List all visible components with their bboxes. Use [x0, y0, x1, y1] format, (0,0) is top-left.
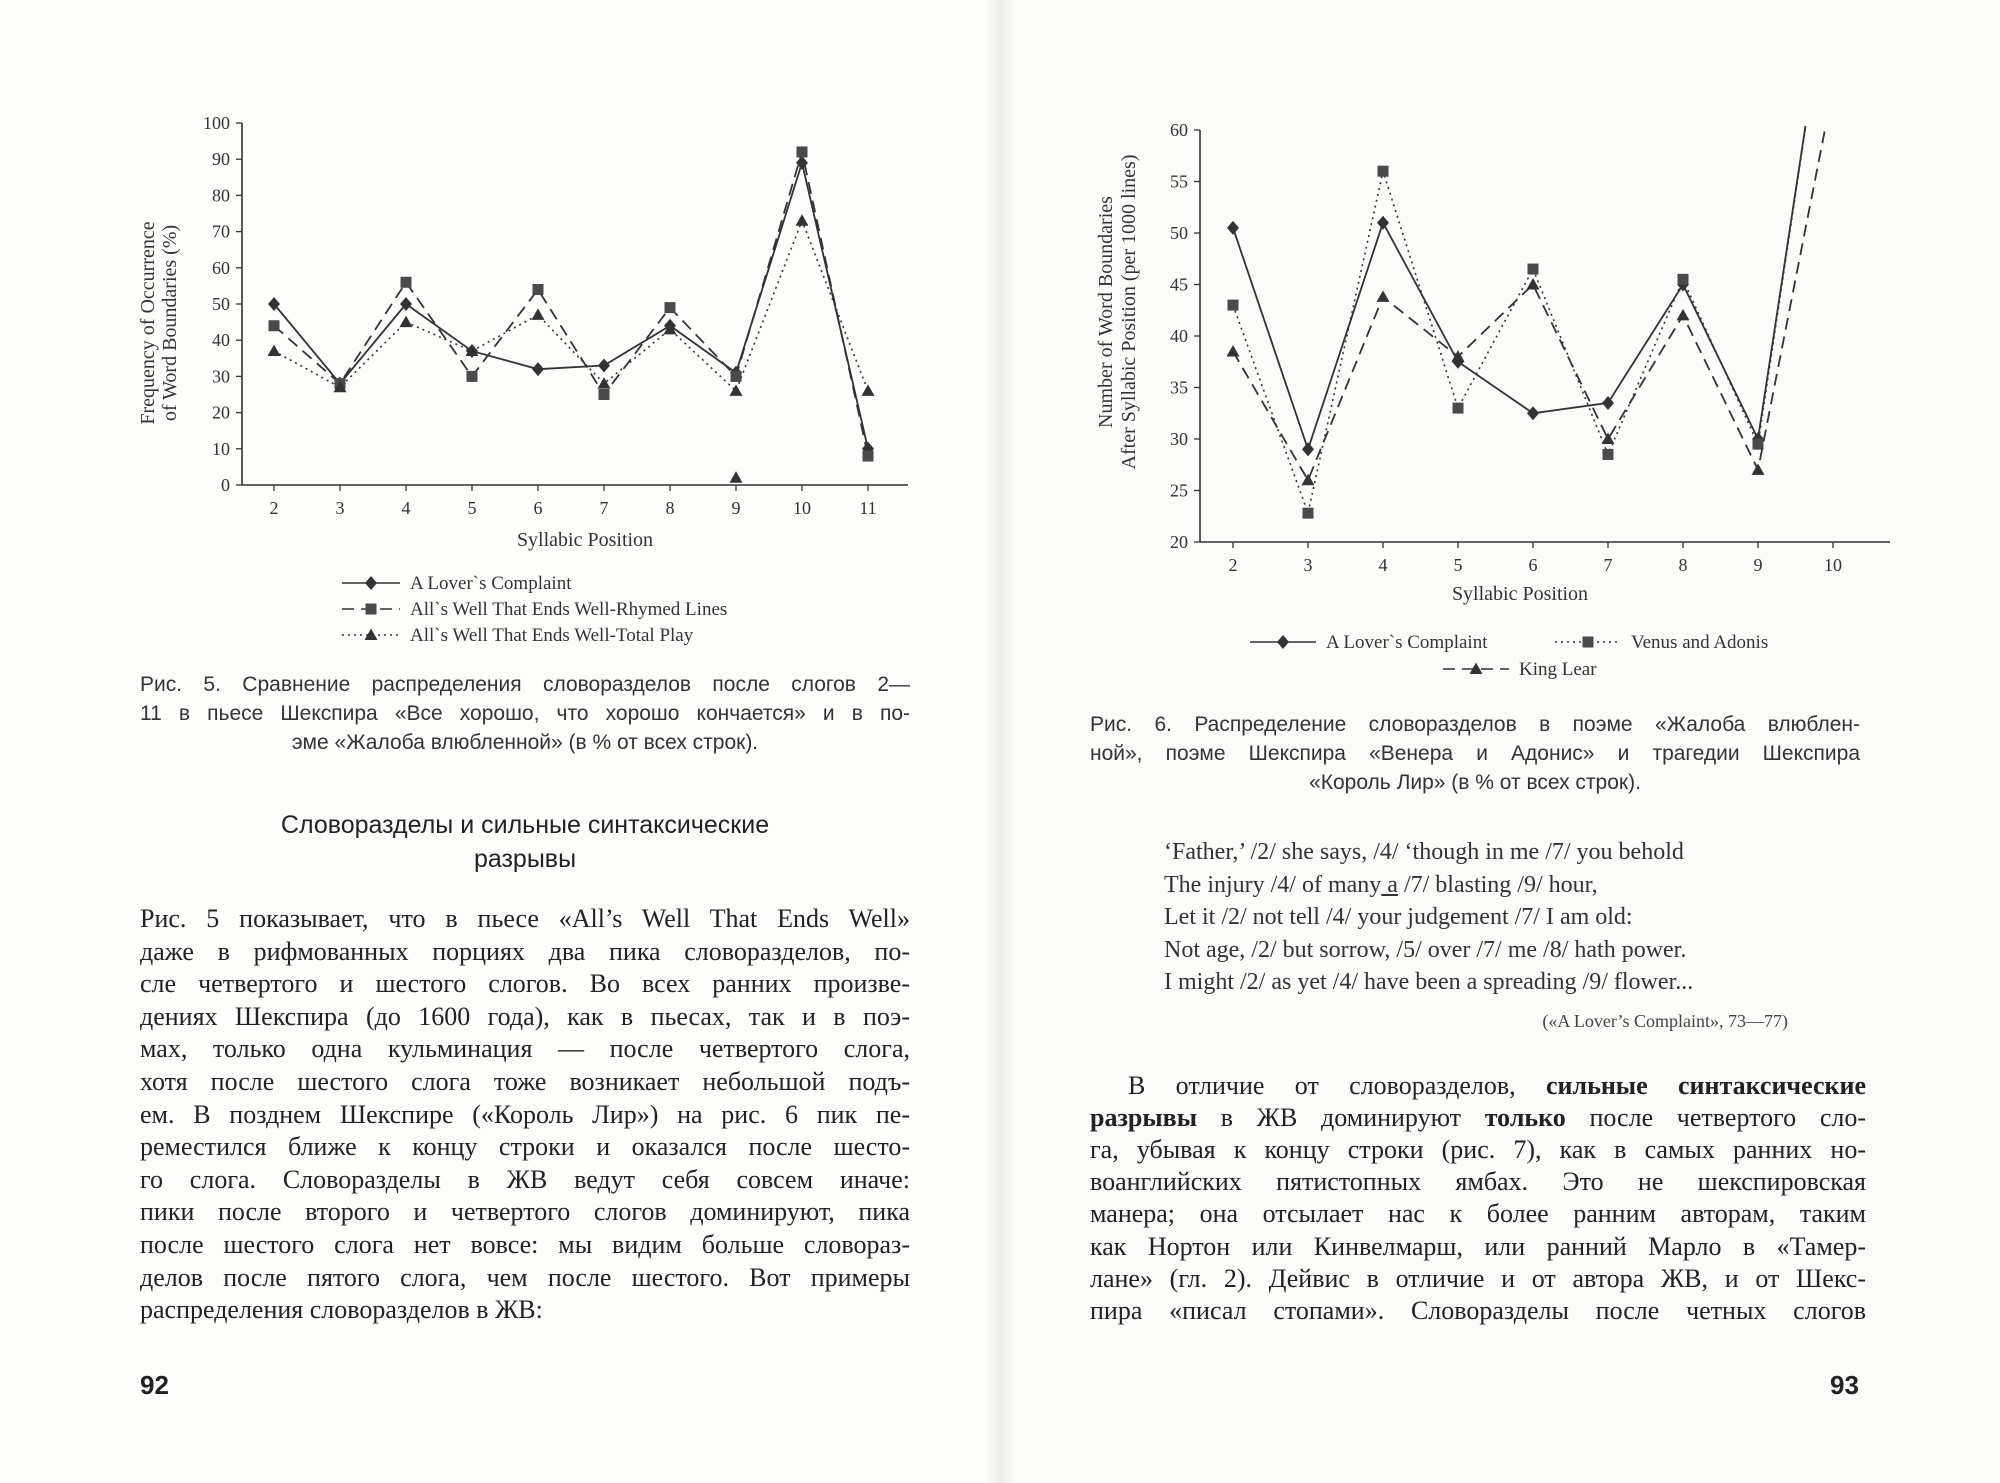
- figure-6-y-axis-title-1: Number of Word Boundaries: [1095, 196, 1117, 428]
- data-point-triangle: [796, 214, 809, 226]
- left-body-line: распределения словоразделов в ЖВ:: [140, 1295, 543, 1325]
- right-body-line: га, убывая к концу строки (рис. 7), как в самых ранних но-: [1090, 1135, 1866, 1164]
- right-body-line-1: В отличие от словоразделов, сильные синтаксические: [1128, 1071, 1866, 1100]
- legend-marker: [1583, 637, 1594, 648]
- legend-label: All`s Well That Ends Well-Total Play: [410, 625, 694, 646]
- x-tick-label: 5: [1453, 555, 1463, 575]
- data-point-square: [599, 389, 610, 400]
- x-tick-label: 5: [467, 498, 477, 518]
- y-tick-label: 90: [212, 149, 230, 170]
- x-tick-label: 9: [1753, 555, 1763, 575]
- data-point-square: [1528, 264, 1539, 275]
- y-tick-label: 45: [1170, 274, 1188, 295]
- figure-5-x-tick-labels: [270, 498, 877, 518]
- data-point-square: [269, 320, 280, 331]
- data-point-square: [1603, 449, 1614, 460]
- data-point-square: [1453, 403, 1464, 414]
- data-point-triangle: [862, 384, 875, 396]
- figure-6-y-axis-title-2: After Syllabic Position (per 1000 lines): [1118, 154, 1140, 470]
- figure-6-legend: [1250, 632, 1768, 680]
- data-point-square: [467, 371, 478, 382]
- y-tick-label: 0: [221, 475, 230, 495]
- figure-5-series: [268, 146, 875, 482]
- y-tick-label: 20: [212, 402, 230, 423]
- figure-5-y-axis-title-2: of Word Boundaries (%): [159, 224, 181, 422]
- y-tick-label: 70: [212, 221, 230, 242]
- page-number-left: 92: [140, 1370, 169, 1400]
- right-body-line: манера; она отсылает нас к более ранним авторам, таким: [1090, 1199, 1866, 1229]
- data-point-diamond: [1227, 221, 1239, 235]
- x-tick-label: 3: [335, 498, 345, 518]
- figure-5-y-axis-title-1: Frequency of Occurrence: [137, 221, 159, 425]
- y-tick-label: 35: [1170, 377, 1188, 398]
- book-gutter: [986, 0, 1014, 1483]
- y-tick-label: 60: [212, 257, 230, 278]
- x-tick-label: 8: [1678, 555, 1688, 575]
- x-tick-label: 2: [1228, 555, 1238, 575]
- figure-5-chart: [120, 105, 940, 660]
- y-tick-label: 20: [1170, 532, 1188, 552]
- verse-line-4: Not age, /2/ but sorrow, /5/ over /7/ me /8/ hath power.: [1164, 937, 1687, 963]
- data-point-diamond: [1302, 442, 1314, 456]
- y-tick-label: 30: [212, 366, 230, 387]
- data-point-square: [1228, 300, 1239, 311]
- x-tick-label: 7: [599, 498, 609, 518]
- figure-5-x-axis-title: Syllabic Position: [516, 529, 654, 551]
- x-tick-label: 4: [401, 498, 411, 518]
- data-point-diamond: [1602, 396, 1614, 410]
- left-body-line: дениях Шекспира (до 1600 года), как в пьесах, так и в поэ-: [140, 1001, 910, 1031]
- data-point-diamond: [598, 359, 610, 373]
- legend-label: Venus and Adonis: [1631, 632, 1769, 653]
- left-body-line: пики после второго и четвертого слогов доминируют, пика: [140, 1197, 910, 1227]
- figure-6-caption: Рис. 6. Распределение словоразделов в поэме «Жалоба влюблен- ной», поэме Шекспира «Венера и Адонис» и трагедии Шекспира «Король Лир» (в % от всех строк).: [1090, 713, 1860, 794]
- left-body-line: после шестого слога нет вовсе: мы видим больше словораз-: [140, 1230, 910, 1259]
- right-body-line: лане» (гл. 2). Дейвис в отличие и от автора ЖВ, и от Шекс-: [1090, 1263, 1866, 1293]
- y-tick-label: 60: [1170, 120, 1188, 140]
- x-tick-label: 10: [1824, 555, 1842, 575]
- x-tick-label: 6: [1528, 555, 1538, 575]
- data-point-square: [665, 302, 676, 313]
- data-point-triangle: [268, 345, 281, 357]
- left-body-line: го слога. Словоразделы в ЖВ ведут себя совсем иначе:: [140, 1164, 910, 1194]
- legend-marker: [366, 604, 377, 615]
- data-point-square: [1753, 439, 1764, 450]
- x-tick-label: 9: [731, 498, 741, 518]
- legend-label: A Lover`s Complaint: [1326, 632, 1488, 653]
- data-point-square: [1678, 274, 1689, 285]
- legend-label: King Lear: [1519, 659, 1597, 680]
- series-line-1: [274, 163, 868, 449]
- right-body-line: как Нортон или Кинвелмарш, или ранний Марло в «Тамер-: [1090, 1231, 1866, 1261]
- data-point-square: [731, 371, 742, 382]
- left-body-line: делов после пятого слога, чем после шестого. Вот примеры: [140, 1262, 910, 1292]
- data-point-triangle: [532, 308, 545, 320]
- data-point-triangle: [730, 384, 743, 396]
- figure-6-chart: [1080, 112, 1920, 692]
- series-line-2: [1233, 112, 1833, 513]
- x-tick-label: 8: [665, 498, 675, 518]
- verse-line-1: ‘Father,’ /2/ she says, /4/ ‘though in me /7/ you behold: [1164, 839, 1684, 865]
- y-tick-label: 40: [212, 330, 230, 351]
- y-tick-label: 30: [1170, 429, 1188, 449]
- left-body-line: ем. В позднем Шекспире («Король Лир») на рис. 6 пик пе-: [140, 1099, 910, 1129]
- x-tick-label: 11: [859, 498, 877, 518]
- figure-6-series: [1227, 112, 1834, 519]
- legend-label: All`s Well That Ends Well-Rhymed Lines: [410, 599, 728, 620]
- right-body-line-2: разрывы в ЖВ доминируют только после четвертого сло-: [1090, 1103, 1866, 1132]
- legend-label: A Lover`s Complaint: [410, 573, 572, 594]
- figure-5-legend: [342, 573, 727, 646]
- data-point-square: [1378, 166, 1389, 177]
- x-tick-label: 6: [533, 498, 543, 518]
- y-tick-label: 50: [212, 294, 230, 314]
- y-tick-label: 50: [1170, 223, 1188, 243]
- x-tick-label: 3: [1303, 555, 1313, 575]
- x-tick-label: 4: [1378, 555, 1388, 575]
- legend-marker: [1277, 635, 1289, 649]
- legend-marker: [365, 576, 377, 590]
- data-point-triangle: [1527, 278, 1540, 290]
- data-point-diamond: [532, 362, 544, 376]
- data-point-triangle: [400, 316, 413, 328]
- figure-6-x-axis-title: Syllabic Position: [1451, 583, 1589, 605]
- figure-6-y-tick-labels: [1170, 120, 1188, 552]
- x-tick-label: 10: [793, 498, 811, 518]
- data-point-diamond: [1377, 216, 1389, 230]
- y-tick-label: 40: [1170, 326, 1188, 346]
- data-point-square: [1303, 508, 1314, 519]
- data-point-square: [401, 277, 412, 288]
- figure-6-axes: [1194, 130, 1890, 548]
- figure-6-x-tick-labels: [1229, 555, 1843, 575]
- right-body-line: пира «писал стопами». Словоразделы после четных слогов: [1090, 1296, 1866, 1325]
- left-body-line: мах, только одна кульминация — после четвертого слога,: [140, 1034, 910, 1064]
- verse-line-3: Let it /2/ not tell /4/ your judgement /7/ I am old:: [1164, 904, 1633, 930]
- data-point-square: [533, 284, 544, 295]
- left-body-line: сле четвертого и шестого слогов. Во всех ранних произве-: [140, 969, 910, 999]
- y-tick-label: 55: [1170, 171, 1188, 192]
- verse-source: («A Lover’s Complaint», 73—77): [1542, 1011, 1788, 1031]
- figure-5-caption: Рис. 5. Сравнение распределения словоразделов после слогов 2— 11 в пьесе Шекспира «Все хорошо, что хорошо кончается» и в по- эме «Жалоба влюбленной» (в % от всех строк).: [140, 673, 910, 754]
- series-line-3: [1233, 112, 1833, 480]
- right-body-line: воанглийских пятистопных ямбах. Это не шекспировская: [1090, 1167, 1866, 1197]
- figure-5-y-tick-labels: [203, 113, 230, 495]
- left-body-line: реместился ближе к концу строки и оказался после шесто-: [140, 1132, 910, 1162]
- left-body-line: даже в рифмованных порциях два пика словоразделов, по-: [140, 936, 910, 966]
- series-line-2: [274, 152, 868, 456]
- series-line-3: [274, 221, 868, 391]
- left-body-line: хотя после шестого слога тоже возникает небольшой подъ-: [140, 1067, 910, 1096]
- data-point-triangle: [1377, 290, 1390, 302]
- data-point-triangle: [598, 377, 611, 389]
- figure-5-axes: [236, 123, 908, 491]
- data-point-triangle: [1602, 433, 1615, 445]
- verse-line-2: The injury /4/ of many a /7/ blasting /9/ hour,: [1164, 872, 1598, 898]
- y-tick-label: 25: [1170, 480, 1188, 501]
- data-point-triangle: [1677, 309, 1690, 321]
- x-tick-label: 7: [1603, 555, 1613, 575]
- x-tick-label: 2: [269, 498, 279, 518]
- data-point-triangle: [1302, 474, 1315, 486]
- y-tick-label: 10: [212, 438, 230, 459]
- data-point-triangle: [1227, 345, 1240, 357]
- y-tick-label: 100: [203, 113, 230, 133]
- verse-line-5: I might /2/ as yet /4/ have been a spreading /9/ flower...: [1164, 969, 1694, 995]
- data-point-square: [797, 146, 808, 157]
- data-point-triangle: [1752, 463, 1765, 475]
- data-point-diamond: [1527, 406, 1539, 420]
- page-number-right: 93: [1830, 1370, 1859, 1400]
- left-body-line: Рис. 5 показывает, что в пьесе «All’s Well That Ends Well»: [140, 904, 910, 933]
- data-point-square: [863, 451, 874, 462]
- stray-triangle-marker: [730, 471, 743, 483]
- section-heading: Словоразделы и сильные синтаксические разрывы: [280, 811, 770, 873]
- y-tick-label: 80: [212, 185, 230, 206]
